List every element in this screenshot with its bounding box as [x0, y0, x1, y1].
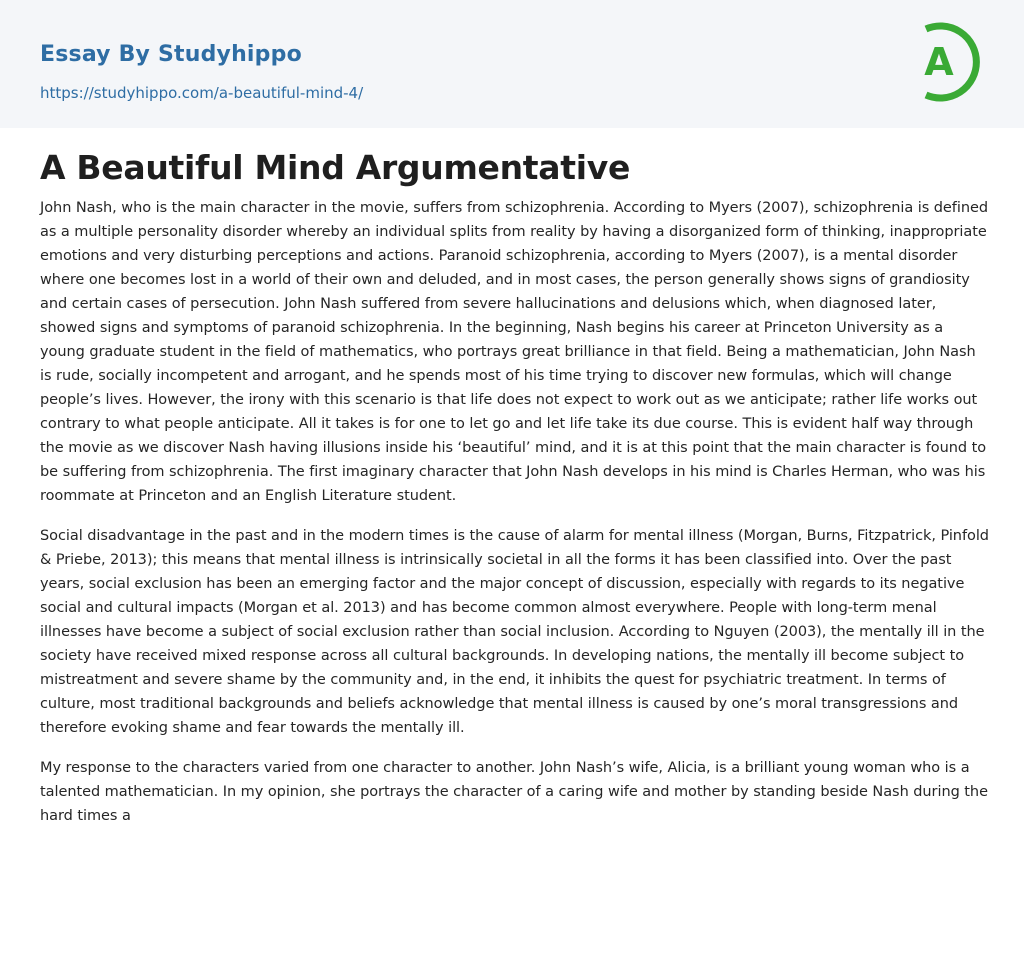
essay-url-link[interactable]: https://studyhippo.com/a-beautiful-mind-4/ [40, 84, 364, 102]
article-paragraph-1: John Nash, who is the main character in the movie, suffers from schizophrenia. According to Myers (2007), schizophrenia is defined as a multiple personality disorder whereby an individual splits from reality by having a disorganized form of thinking, inappropriate emotions and very disturbing perceptions and actions. Paranoid schizophrenia, according to Myers (2007), is a mental disorder where one becomes lost in a world of their own and deluded, and in most cases, the person generally shows signs of grandiosity and certain cases of persecution. John Nash suffered from severe hallucinations and delusions which, when diagnosed later, showed signs and symptoms of paranoid schizophrenia. In the beginning, Nash begins his career at Princeton University as a young graduate student in the field of mathematics, who portrays great brilliance in that field. Being a mathematician, John Nash is rude, socially incompetent and arrogant, and he spends most of his time trying to discover new formulas, which will change people’s lives. However, the irony with this scenario is that life does not expect to work out as we anticipate; rather life works out contrary to what people anticipate. All it takes is for one to let go and let life take its due course. This is evident half way through the movie as we discover Nash having illusions inside his ‘beautiful’ mind, and it is at this point that the main character is found to be suffering from schizophrenia. The first imaginary character that John Nash develops in his mind is Charles Herman, who was his roommate at Princeton and an English Literature student. [40, 200, 989, 504]
site-header [0, 0, 1024, 128]
studyhippo-logo-icon[interactable] [910, 17, 988, 107]
article-paragraph-3: My response to the characters varied from one character to another. John Nash’s wife, Alicia, is a brilliant young woman who is a talented mathematician. In my opinion, she portrays the character of a caring wife and mother by standing beside Nash during the hard times a [40, 760, 988, 824]
page-title: A Beautiful Mind Argumentative [40, 148, 631, 187]
site-brand[interactable]: Essay By Studyhippo [40, 42, 302, 67]
article-paragraph-2: Social disadvantage in the past and in the modern times is the cause of alarm for mental illness (Morgan, Burns, Fitzpatrick, Pinfold & Priebe, 2013); this means that mental illness is intrinsically societal in all the forms it has been classified into. Over the past years, social exclusion has been an emerging factor and the major concept of discussion, especially with regards to its negative social and cultural impacts (Morgan et al. 2013) and has become common almost everywhere. People with long-term menal illnesses have become a subject of social exclusion rather than social inclusion. According to Nguyen (2003), the mentally ill in the society have received mixed response across all cultural backgrounds. In developing nations, the mentally ill become subject to mistreatment and severe shame by the community and, in the end, it inhibits the quest for psychiatric treatment. In terms of culture, most traditional backgrounds and beliefs acknowledge that mental illness is caused by one’s moral transgressions and therefore evoking shame and fear towards the mentally ill. [40, 528, 989, 736]
logo-letter: A [924, 40, 954, 84]
article [40, 140, 990, 844]
